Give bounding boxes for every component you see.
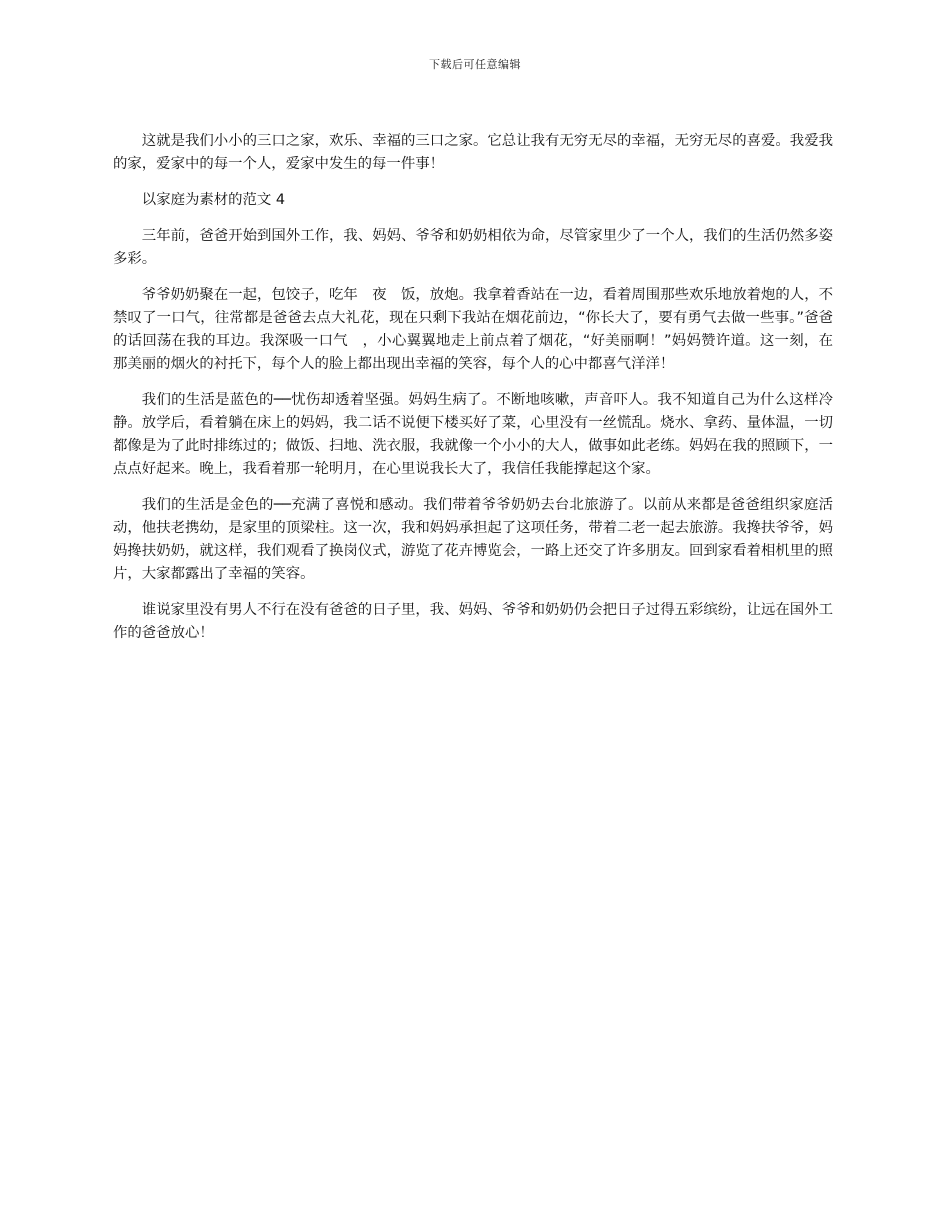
document-body xyxy=(113,130,833,658)
paragraph-intro: 三年前，爸爸开始到国外工作，我、妈妈、爷爷和奶奶相依为命，尽管家里少了一个人，我们的生活仍然多姿多彩。 xyxy=(113,228,833,267)
header-note: 下载后可任意编辑 xyxy=(429,58,521,71)
paragraph-conclusion: 谁说家里没有男人不行在没有爸爸的日子里，我、妈妈、爷爷和奶奶仍会把日子过得五彩缤纷，让远在国外工作的爸爸放心！ xyxy=(113,602,833,641)
paragraph-new-year: 爷爷奶奶聚在一起，包饺子，吃年 夜 饭，放炮。我拿着香站在一边，看着周围那些欢乐地放着炮的人，不禁叹了一口气，往常都是爸爸去点大礼花，现在只剩下我站在烟花前边，“你长大了，要有勇气去做一些事。”爸爸的话回荡在我的耳边。我深吸一口气 ，小心翼翼地走上前点着了烟花，“好美丽啊！”妈妈赞许道。这一刻，在那美丽的烟火的衬托下，每个人的脸上都出现出幸福的笑容，每个人的心中都喜气洋洋！ xyxy=(113,287,833,372)
paragraph-blue-life: 我们的生活是蓝色的──忧伤却透着坚强。妈妈生病了。不断地咳嗽，声音吓人。我不知道自己为什么这样冷静。放学后，看着躺在床上的妈妈，我二话不说便下楼买好了菜，心里没有一丝慌乱。烧水、拿药、量体温，一切都像是为了此时排练过的；做饭、扫地、洗衣服，我就像一个小小的大人，做事如此老练。妈妈在我的照顾下，一点点好起来。晚上，我看着那一轮明月，在心里说我长大了，我信任我能撑起这个家。 xyxy=(113,392,833,477)
paragraph-closing-family: 这就是我们小小的三口之家，欢乐、幸福的三口之家。它总让我有无穷无尽的幸福，无穷无尽的喜爱。我爱我的家，爱家中的每一个人，爱家中发生的每一件事！ xyxy=(113,133,833,172)
paragraph-golden-life: 我们的生活是金色的──充满了喜悦和感动。我们带着爷爷奶奶去台北旅游了。以前从来都是爸爸组织家庭活动，他扶老携幼，是家里的顶梁柱。这一次，我和妈妈承担起了这项任务，带着二老一起去旅游。我搀扶爷爷，妈妈搀扶奶奶，就这样，我们观看了换岗仪式，游览了花卉博览会，一路上还交了许多朋友。回到家看着相机里的照片，大家都露出了幸福的笑容。 xyxy=(113,497,833,582)
section-heading: 以家庭为素材的范文 4 xyxy=(141,192,286,208)
